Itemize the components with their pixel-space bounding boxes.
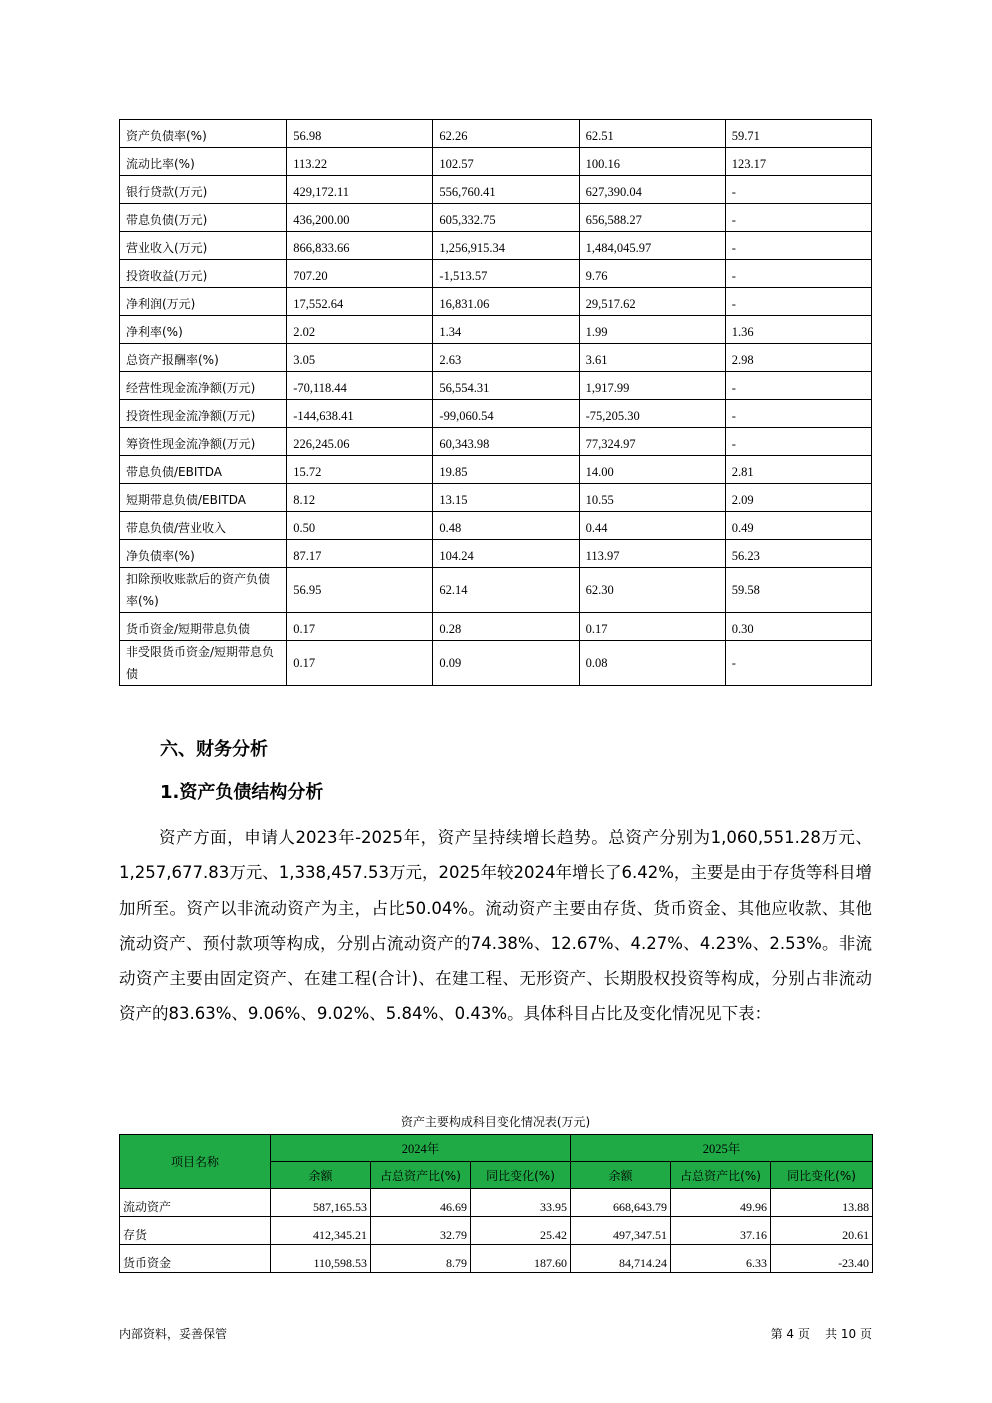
item-name: 存货 bbox=[120, 1217, 271, 1245]
table-row bbox=[120, 428, 872, 456]
metric-label: 经营性现金流净额(万元) bbox=[120, 372, 287, 400]
table-caption: 资产主要构成科目变化情况表(万元) bbox=[400, 1115, 591, 1129]
metric-value: 0.48 bbox=[433, 512, 579, 540]
metric-value: 56.95 bbox=[287, 568, 433, 613]
metric-value: 8.12 bbox=[287, 484, 433, 512]
metric-value: -144,638.41 bbox=[287, 400, 433, 428]
metric-label: 净利润(万元) bbox=[120, 288, 287, 316]
table-row bbox=[120, 400, 872, 428]
metric-value: -99,060.54 bbox=[433, 400, 579, 428]
table-row bbox=[120, 1189, 873, 1217]
metric-value: 123.17 bbox=[725, 148, 871, 176]
metric-value: 62.14 bbox=[433, 568, 579, 613]
metric-label: 流动比率(%) bbox=[120, 148, 287, 176]
metric-value: 56.23 bbox=[725, 540, 871, 568]
section-heading: 六、财务分析 bbox=[160, 739, 268, 760]
metric-value: 2.63 bbox=[433, 344, 579, 372]
metric-value: 2.98 bbox=[725, 344, 871, 372]
item-value: -23.40 bbox=[771, 1245, 873, 1273]
item-value: 13.88 bbox=[771, 1189, 873, 1217]
metric-value: 1,484,045.97 bbox=[579, 232, 725, 260]
metric-value: 13.15 bbox=[433, 484, 579, 512]
metric-value: - bbox=[725, 176, 871, 204]
metric-value: -70,118.44 bbox=[287, 372, 433, 400]
metric-value: 656,588.27 bbox=[579, 204, 725, 232]
metric-value: 0.49 bbox=[725, 512, 871, 540]
metric-label: 短期带息负债/EBITDA bbox=[120, 484, 287, 512]
metric-value: 62.51 bbox=[579, 120, 725, 148]
item-name: 货币资金 bbox=[120, 1245, 271, 1273]
header-item-name: 项目名称 bbox=[120, 1135, 271, 1189]
metric-value: 0.17 bbox=[579, 613, 725, 641]
metric-value: 0.30 bbox=[725, 613, 871, 641]
table-row bbox=[120, 260, 872, 288]
item-value: 497,347.51 bbox=[571, 1217, 671, 1245]
metric-label: 扣除预收账款后的资产负债率(%) bbox=[120, 568, 287, 613]
table-row bbox=[120, 288, 872, 316]
metric-value: 10.55 bbox=[579, 484, 725, 512]
metric-label: 净利率(%) bbox=[120, 316, 287, 344]
metric-value: 56,554.31 bbox=[433, 372, 579, 400]
table-row bbox=[120, 204, 872, 232]
item-name: 流动资产 bbox=[120, 1189, 271, 1217]
asset-composition-table bbox=[119, 1134, 873, 1273]
metric-label: 筹资性现金流净额(万元) bbox=[120, 428, 287, 456]
metric-value: 0.28 bbox=[433, 613, 579, 641]
table-row bbox=[120, 372, 872, 400]
item-value: 187.60 bbox=[471, 1245, 571, 1273]
metric-value: 2.09 bbox=[725, 484, 871, 512]
item-value: 46.69 bbox=[371, 1189, 471, 1217]
metric-label: 净负债率(%) bbox=[120, 540, 287, 568]
metric-value: 19.85 bbox=[433, 456, 579, 484]
item-value: 49.96 bbox=[671, 1189, 771, 1217]
table-row bbox=[120, 316, 872, 344]
table-row bbox=[120, 613, 872, 641]
header-balance: 余额 bbox=[271, 1162, 371, 1189]
metric-value: 0.17 bbox=[287, 641, 433, 686]
metric-value: 59.58 bbox=[725, 568, 871, 613]
header-yoy: 同比变化(%) bbox=[771, 1162, 873, 1189]
metric-value: 0.50 bbox=[287, 512, 433, 540]
metric-value: 1.34 bbox=[433, 316, 579, 344]
metric-value: 9.76 bbox=[579, 260, 725, 288]
header-share: 占总资产比(%) bbox=[371, 1162, 471, 1189]
metric-label: 带息负债(万元) bbox=[120, 204, 287, 232]
item-value: 587,165.53 bbox=[271, 1189, 371, 1217]
table-row bbox=[120, 148, 872, 176]
metric-label: 投资收益(万元) bbox=[120, 260, 287, 288]
metric-value: -75,205.30 bbox=[579, 400, 725, 428]
table-row bbox=[120, 232, 872, 260]
metric-value: 113.97 bbox=[579, 540, 725, 568]
metric-label: 投资性现金流净额(万元) bbox=[120, 400, 287, 428]
metric-value: - bbox=[725, 641, 871, 686]
metric-value: -1,513.57 bbox=[433, 260, 579, 288]
item-value: 412,345.21 bbox=[271, 1217, 371, 1245]
item-value: 25.42 bbox=[471, 1217, 571, 1245]
table-row bbox=[120, 1245, 873, 1273]
header-yoy: 同比变化(%) bbox=[471, 1162, 571, 1189]
metric-label: 营业收入(万元) bbox=[120, 232, 287, 260]
metric-value: 556,760.41 bbox=[433, 176, 579, 204]
metric-value: - bbox=[725, 204, 871, 232]
metric-label: 银行贷款(万元) bbox=[120, 176, 287, 204]
metric-value: 1,256,915.34 bbox=[433, 232, 579, 260]
item-value: 33.95 bbox=[471, 1189, 571, 1217]
metric-value: 866,833.66 bbox=[287, 232, 433, 260]
metric-value: 14.00 bbox=[579, 456, 725, 484]
metric-value: - bbox=[725, 428, 871, 456]
table-row bbox=[120, 120, 872, 148]
metric-label: 带息负债/营业收入 bbox=[120, 512, 287, 540]
metric-value: 77,324.97 bbox=[579, 428, 725, 456]
metric-value: - bbox=[725, 400, 871, 428]
header-share: 占总资产比(%) bbox=[671, 1162, 771, 1189]
header-year-2025: 2025年 bbox=[571, 1135, 873, 1162]
metric-value: 62.26 bbox=[433, 120, 579, 148]
item-value: 84,714.24 bbox=[571, 1245, 671, 1273]
metric-value: 1.36 bbox=[725, 316, 871, 344]
item-value: 32.79 bbox=[371, 1217, 471, 1245]
metric-value: 226,245.06 bbox=[287, 428, 433, 456]
metric-value: 2.81 bbox=[725, 456, 871, 484]
metric-value: 2.02 bbox=[287, 316, 433, 344]
metric-value: 102.57 bbox=[433, 148, 579, 176]
metric-value: 3.05 bbox=[287, 344, 433, 372]
table-row bbox=[120, 512, 872, 540]
metric-value: 15.72 bbox=[287, 456, 433, 484]
table-row bbox=[120, 568, 872, 613]
metric-value: 707.20 bbox=[287, 260, 433, 288]
header-year-2024: 2024年 bbox=[271, 1135, 571, 1162]
metric-value: 60,343.98 bbox=[433, 428, 579, 456]
metric-value: 87.17 bbox=[287, 540, 433, 568]
item-value: 668,643.79 bbox=[571, 1189, 671, 1217]
metric-label: 总资产报酬率(%) bbox=[120, 344, 287, 372]
table-row bbox=[120, 540, 872, 568]
metric-label: 非受限货币资金/短期带息负债 bbox=[120, 641, 287, 686]
metric-value: 0.44 bbox=[579, 512, 725, 540]
item-value: 37.16 bbox=[671, 1217, 771, 1245]
metric-value: 29,517.62 bbox=[579, 288, 725, 316]
header-balance: 余额 bbox=[571, 1162, 671, 1189]
table-row bbox=[120, 176, 872, 204]
metric-value: 3.61 bbox=[579, 344, 725, 372]
metric-value: 436,200.00 bbox=[287, 204, 433, 232]
metric-value: 0.09 bbox=[433, 641, 579, 686]
item-value: 6.33 bbox=[671, 1245, 771, 1273]
metric-value: 0.17 bbox=[287, 613, 433, 641]
metric-value: 100.16 bbox=[579, 148, 725, 176]
asset-analysis-paragraph: 资产方面，申请人2023年-2025年，资产呈持续增长趋势。总资产分别为1,060,551.28万元、1,257,677.83万元、1,338,457.53万元，2025年较2024年增长了6.42%，主要是由于存货等科目增加所至。资产以非流动资产为主，占比50.04%。流动资产主要由存货、货币资金、其他应收款、其他流动资产、预付款项等构成，分别占流动资产的74.38%、12.67%、4.27%、4.23%、2.53%。非流动资产主要由固定资产、在建工程(合计)、在建工程、无形资产、长期股权投资等构成，分别占非流动资产的83.63%、9.06%、9.02%、5.84%、0.43%。具体科目占比及变化情况见下表： bbox=[119, 828, 872, 1024]
item-value: 110,598.53 bbox=[271, 1245, 371, 1273]
table-row bbox=[120, 1217, 873, 1245]
table-row bbox=[120, 456, 872, 484]
metric-value: 1,917.99 bbox=[579, 372, 725, 400]
metric-label: 带息负债/EBITDA bbox=[120, 456, 287, 484]
metric-value: 1.99 bbox=[579, 316, 725, 344]
table-row bbox=[120, 484, 872, 512]
item-value: 8.79 bbox=[371, 1245, 471, 1273]
metric-value: 16,831.06 bbox=[433, 288, 579, 316]
financial-metrics-table bbox=[119, 119, 872, 686]
metric-value: - bbox=[725, 288, 871, 316]
footer-confidential-note: 内部资料，妥善保管 bbox=[119, 1327, 228, 1341]
metric-value: - bbox=[725, 260, 871, 288]
footer-page-number: 第 4 页 共 10 页 bbox=[770, 1327, 872, 1341]
metric-value: - bbox=[725, 232, 871, 260]
metric-label: 资产负债率(%) bbox=[120, 120, 287, 148]
metric-value: - bbox=[725, 372, 871, 400]
metric-value: 113.22 bbox=[287, 148, 433, 176]
metric-value: 56.98 bbox=[287, 120, 433, 148]
table-row bbox=[120, 344, 872, 372]
metric-value: 104.24 bbox=[433, 540, 579, 568]
subsection-heading: 1.资产负债结构分析 bbox=[160, 782, 324, 803]
metric-value: 17,552.64 bbox=[287, 288, 433, 316]
item-value: 20.61 bbox=[771, 1217, 873, 1245]
metric-value: 605,332.75 bbox=[433, 204, 579, 232]
metric-value: 627,390.04 bbox=[579, 176, 725, 204]
metric-value: 59.71 bbox=[725, 120, 871, 148]
metric-label: 货币资金/短期带息负债 bbox=[120, 613, 287, 641]
table-row bbox=[120, 641, 872, 686]
metric-value: 62.30 bbox=[579, 568, 725, 613]
metric-value: 0.08 bbox=[579, 641, 725, 686]
metric-value: 429,172.11 bbox=[287, 176, 433, 204]
